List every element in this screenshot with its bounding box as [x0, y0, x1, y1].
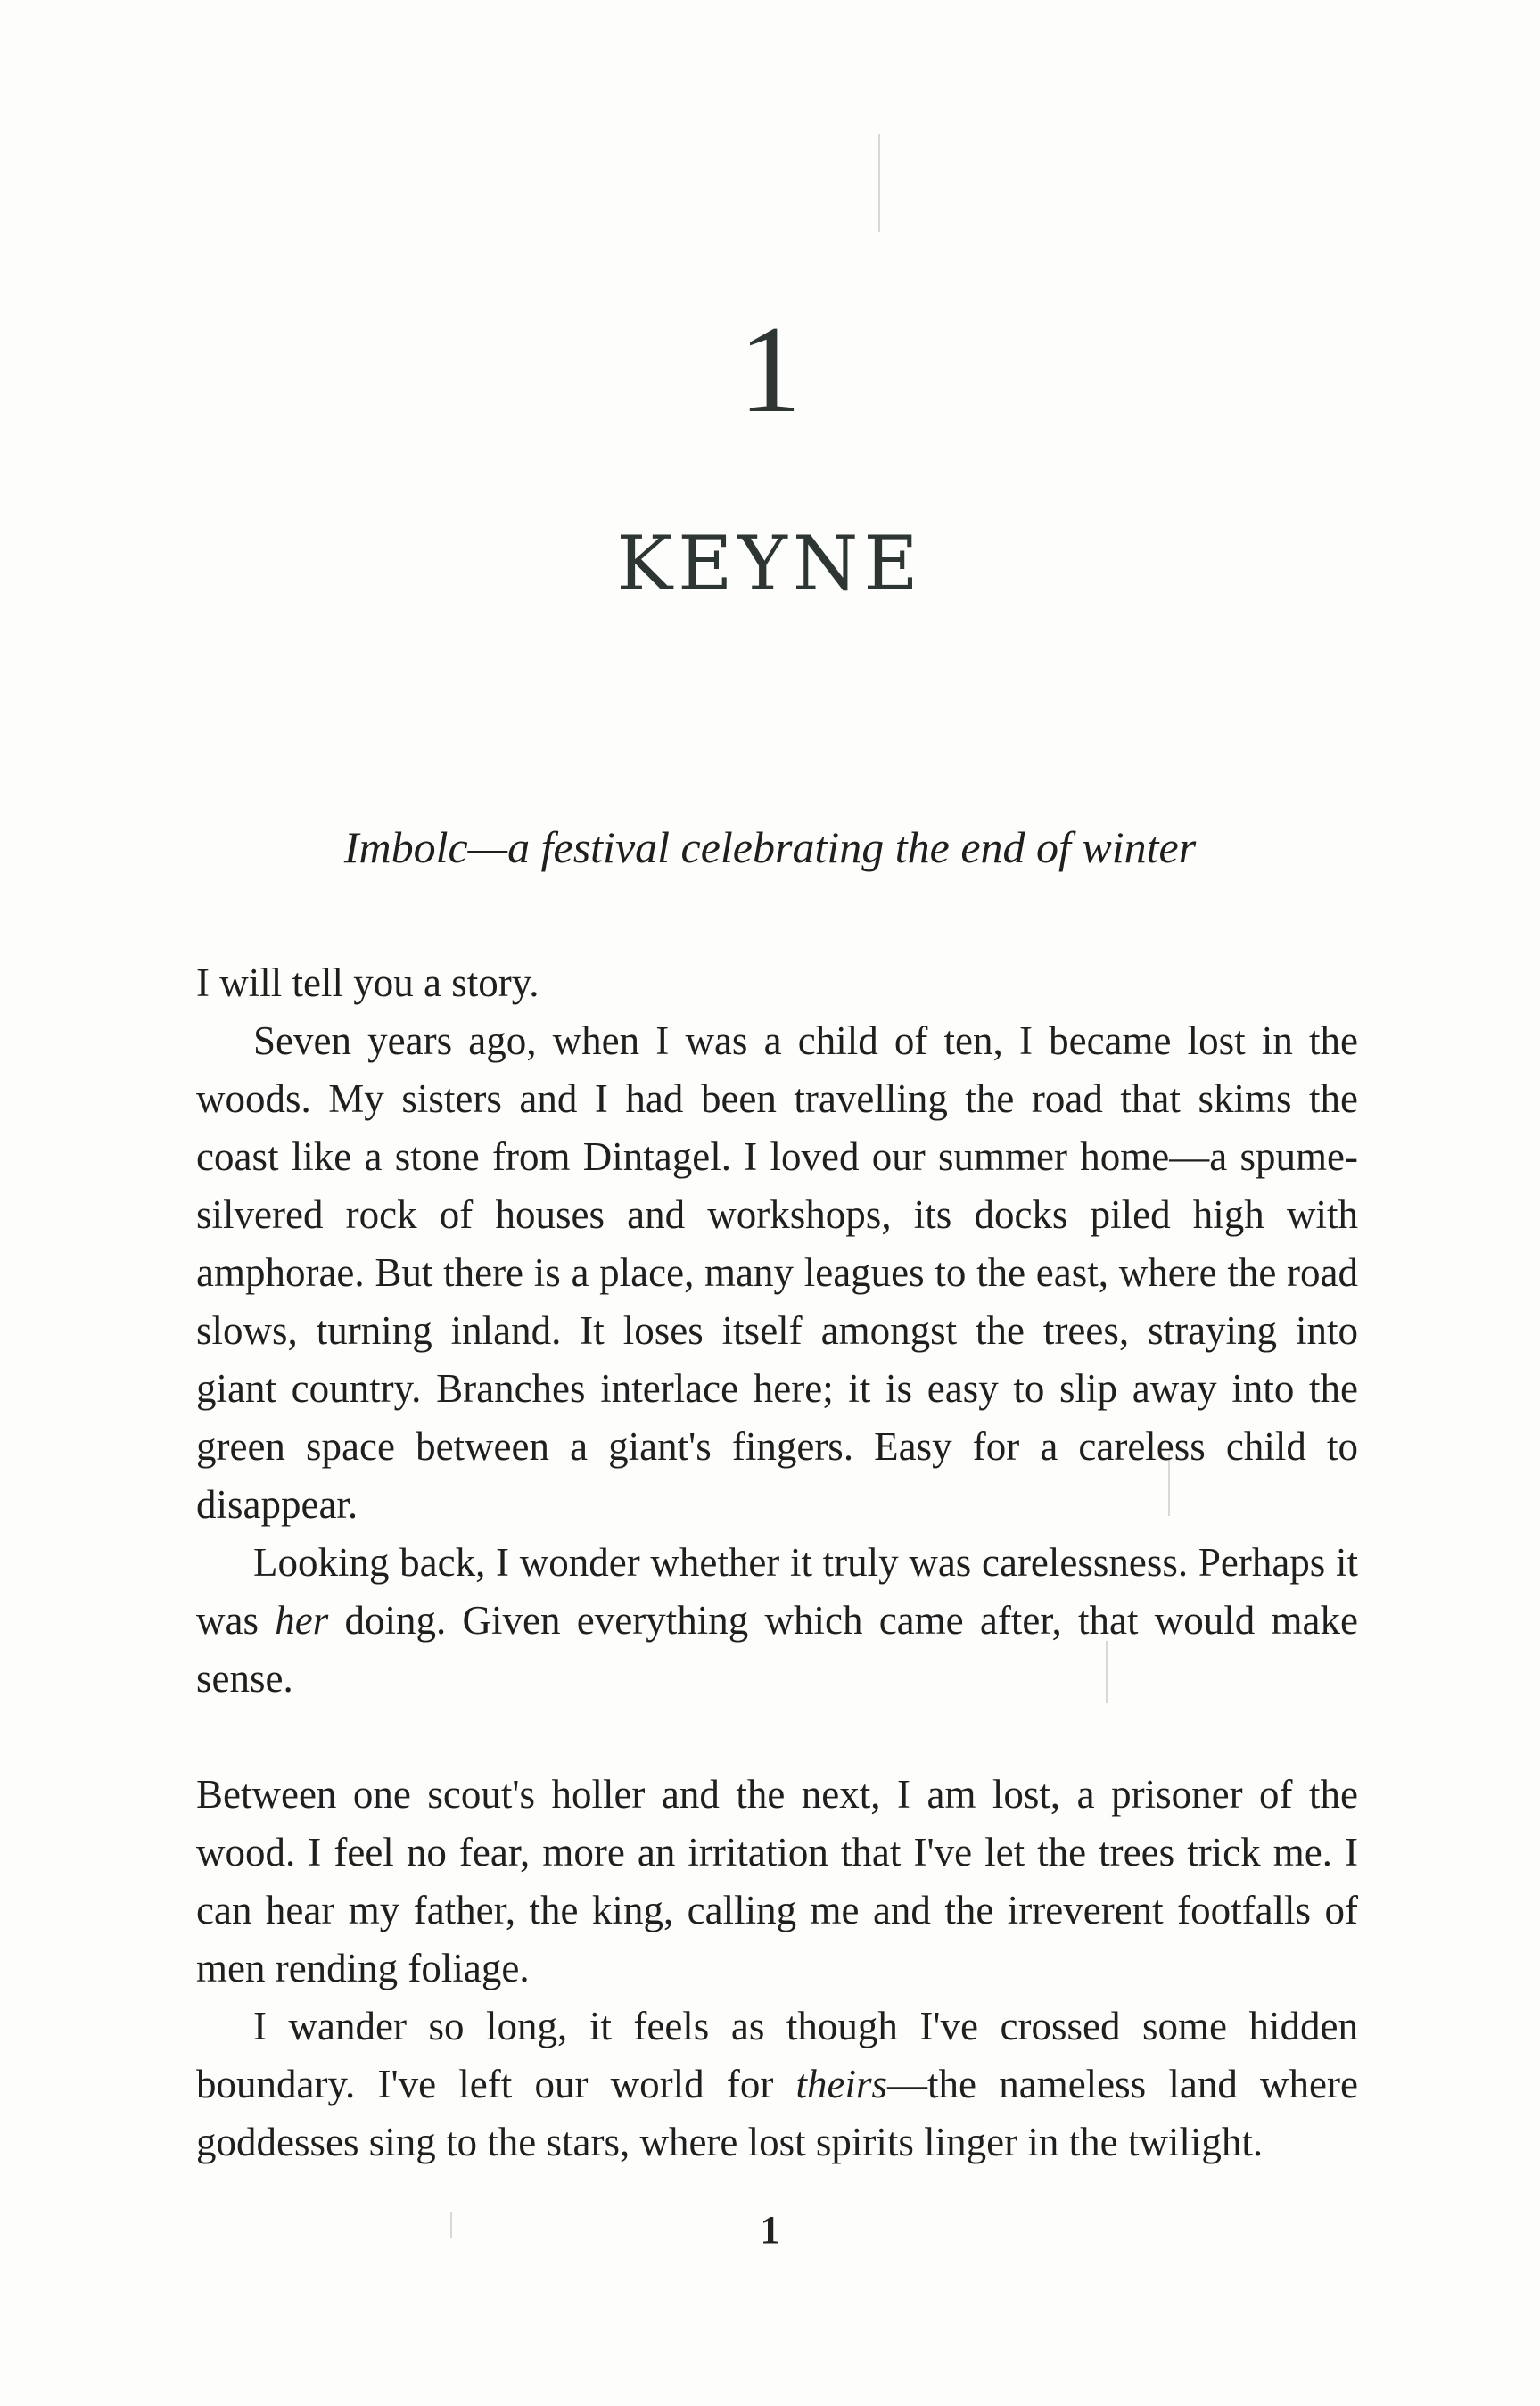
chapter-epigraph: Imbolc—a festival celebrating the end of winter	[343, 822, 1197, 872]
paragraph-3-emphasis: her	[275, 1598, 329, 1643]
paragraph-5-emphasis: theirs	[795, 2062, 888, 2106]
section-break	[196, 1708, 1358, 1766]
paragraph-3-text-after: doing. Given everything which came after, that would make sense.	[196, 1598, 1358, 1701]
scan-artifact-line	[878, 134, 880, 232]
paragraph-2: Seven years ago, when I was a child of ten, I became lost in the woods. My sisters and I had been travelling the road that skims the coast like a stone from Dintagel. I loved our summer home—a spume-silvered rock of houses and workshops, its docks piled high with amphorae. But there is a place, many leagues to the east, where the road slows, turning inland. It loses itself amongst the trees, straying into giant country. Branches interlace here; it is easy to slip away into the green space between a giant's fingers. Easy for a careless child to disappear.	[196, 1018, 1358, 1527]
paragraph-3	[196, 1534, 1358, 1708]
chapter-body	[196, 954, 1358, 2171]
paragraph-5	[196, 1998, 1358, 2171]
paragraph-5-text-after: —the nameless land where goddesses sing to the stars, where lost spirits linger in the twilight.	[196, 2062, 1358, 2164]
chapter-number: 1	[738, 301, 802, 439]
paragraph-1: I will tell you a story.	[196, 960, 539, 1005]
paragraph-5-text-before: I wander so long, it feels as though I've crossed some hidden boundary. I've left our world for	[196, 2004, 1358, 2106]
paragraph-3-text-before: Looking back, I wonder whether it truly was carelessness. Perhaps it was	[196, 1540, 1358, 1643]
paragraph-4: Between one scout's holler and the next, I am lost, a prisoner of the wood. I feel no fear, more an irritation that I've let the trees trick me. I can hear my father, the king, calling me and the irreverent footfalls of men rending foliage.	[196, 1772, 1358, 1990]
chapter-title: KEYNE	[616, 520, 924, 607]
page-number: 1	[760, 2208, 780, 2252]
